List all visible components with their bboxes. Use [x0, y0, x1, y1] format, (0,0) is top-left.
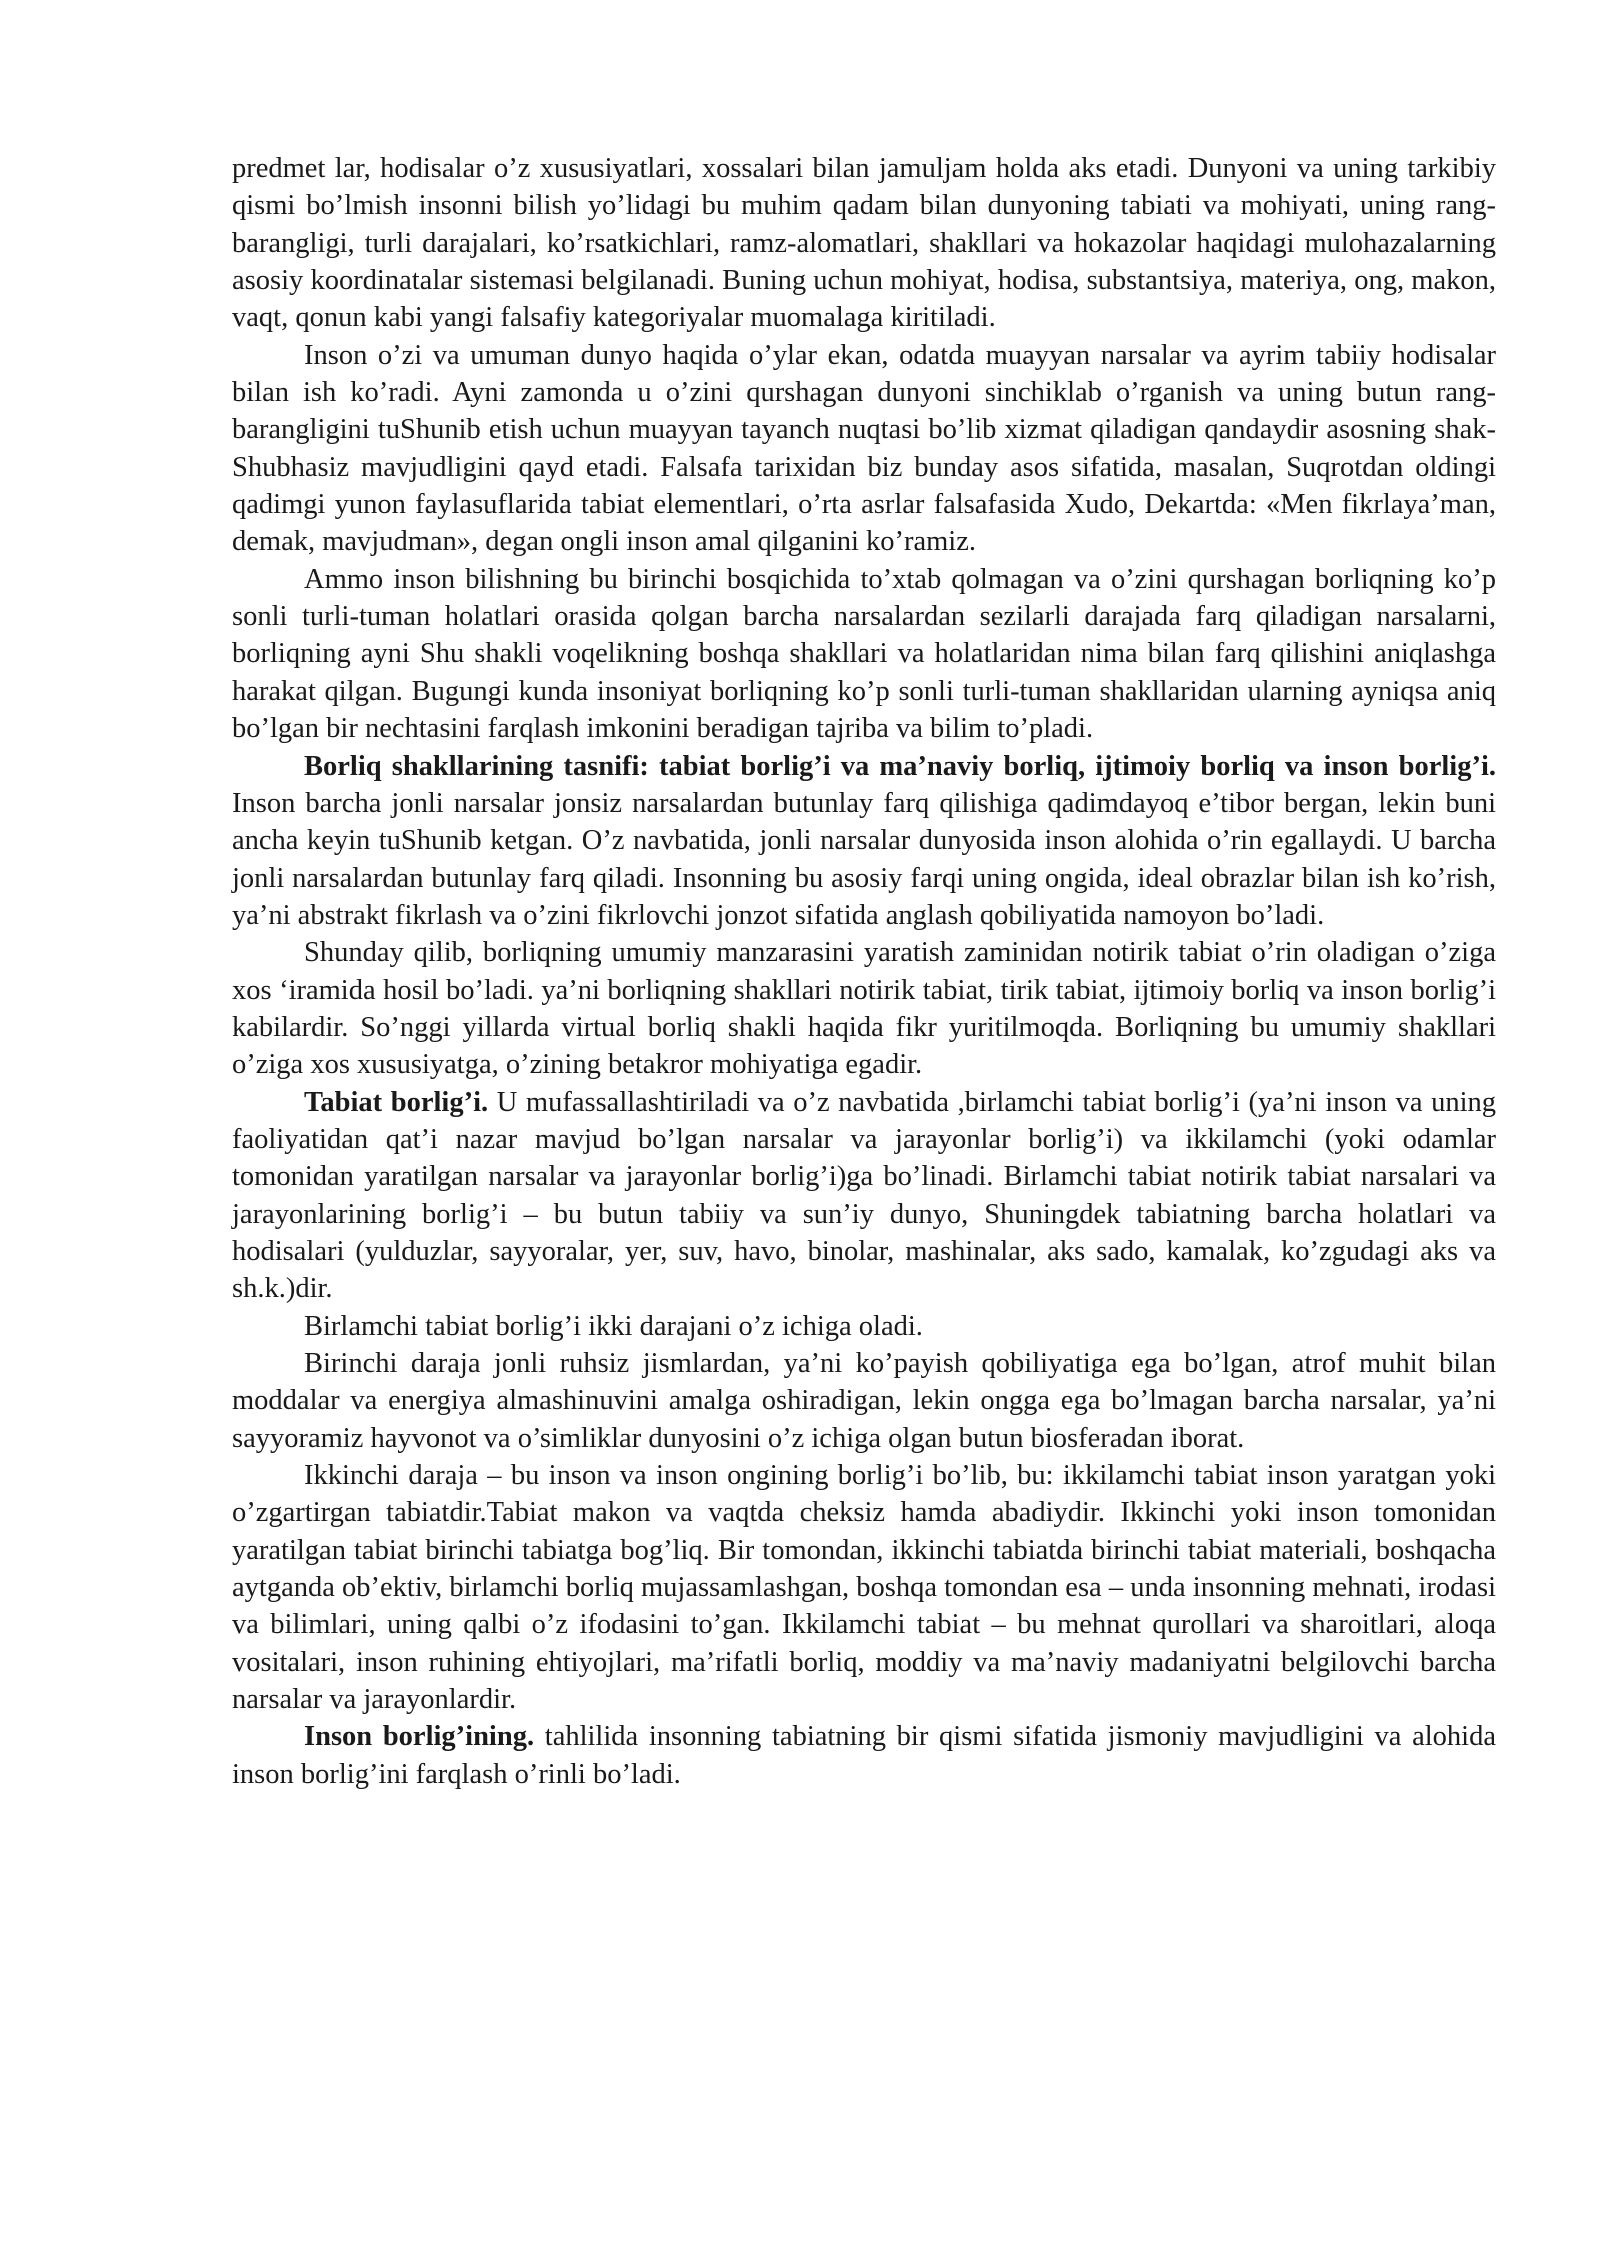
section-heading-inson-borligi: Inson borlig’ining.	[304, 1721, 535, 1753]
paragraph-2	[232, 337, 1496, 561]
paragraph-6-text: U mufassallashtiriladi va o’z navbatida ,birlamchi tabiat borlig’i (ya’ni inson va uning faoliyatidan qat’i nazar mavjud bo’lgan narsalar va jarayonlar borlig’i) va ikkilamchi (yoki odamlar tomonidan yaratilgan narsalar va jarayonlar borlig’i)ga bo’linadi. Birlamchi tabiat notirik tabiat narsalari va jarayonlarining borlig’i – bu butun tabiiy va sun’iy dunyo, Shuningdek tabiatning barcha holatlari va hodisalari (yulduzlar, sayyoralar, yer, suv, havo, binolar, mashinalar, aks sado, kamalak, ko’zgudagi aks va sh.k.)dir.	[232, 1086, 1496, 1305]
paragraph-2-text: Inson o’zi va umuman dunyo haqida o’ylar ekan, odatda muayyan narsalar va ayrim tabiiy hodisalar bilan ish ko’radi. Ayni zamonda u o’zini qurshagan dunyoni sinchiklab o’rganish va uning butun rang-barangligini tuShunib etish uchun muayyan tayanch nuqtasi bo’lib xizmat qiladigan qandaydir asosning shak-Shubhasiz mavjudligini qayd etadi. Falsafa tarixidan biz bunday asos sifatida, masalan, Suqrotdan oldingi qadimgi yunon faylasuflarida tabiat elementlari, o’rta asrlar falsafasida Xudo, Dekartda: «Men fikrlaya’man, demak, mavjudman», degan ongli inson amal qilganini ko’ramiz.	[232, 339, 1496, 558]
paragraph-6	[232, 1084, 1496, 1308]
paragraph-5	[232, 934, 1496, 1083]
paragraph-10	[232, 1718, 1496, 1793]
paragraph-7	[232, 1308, 1496, 1345]
paragraph-10-text: tahlilida insonning tabiatning bir qismi sifatida jismoniy mavjudligini va alohida inson borlig’ini farqlash o’rinli bo’ladi.	[232, 1721, 1496, 1790]
paragraph-9	[232, 1457, 1496, 1718]
document-body	[232, 150, 1496, 1793]
paragraph-8-text: Birinchi daraja jonli ruhsiz jismlardan, ya’ni ko’payish qobiliyatiga ega bo’lgan, atrof muhit bilan moddalar va energiya almashinuvini amalga oshiradigan, lekin ongga ega bo’lmagan barcha narsalar, ya’ni sayyoramiz hayvonot va o’simliklar dunyosini o’z ichiga olgan butun biosferadan iborat.	[232, 1348, 1496, 1454]
paragraph-9-text: Ikkinchi daraja – bu inson va inson ongining borlig’i bo’lib, bu: ikkilamchi tabiat inson yaratgan yoki o’zgartirgan tabiatdir.Tabiat makon va vaqtda cheksiz hamda abadiydir. Ikkinchi yoki inson tomonidan yaratilgan tabiat birinchi tabiatga bog’liq. Bir tomondan, ikkinchi tabiatda birinchi tabiat materiali, boshqacha aytganda ob’ektiv, birlamchi borliq mujassamlashgan, boshqa tomondan esa – unda insonning mehnati, irodasi va bilimlari, uning qalbi o’z ifodasini to’gan. Ikkilamchi tabiat – bu mehnat qurollari va sharoitlari, aloqa vositalari, inson ruhining ehtiyojlari, ma’rifatli borliq, moddiy va ma’naviy madaniyatni belgilovchi barcha narsalar va jarayonlardir.	[232, 1460, 1496, 1716]
paragraph-7-text: Birlamchi tabiat borlig’i ikki darajani o’z ichiga oladi.	[304, 1310, 923, 1342]
paragraph-1-text: predmet lar, hodisalar o’z xususiyatlari, xossalari bilan jamuljam holda aks etadi. Dunyoni va uning tarkibiy qismi bo’lmish insonni bilish yo’lidagi bu muhim qadam bilan dunyoning tabiati va mohiyati, uning rang-barangligi, turli darajalari, ko’rsatkichlari, ramz-alomatlari, shakllari va hokazolar haqidagi mulohazalarning asosiy koordinatalar sistemasi belgilanadi. Buning uchun mohiyat, hodisa, substantsiya, materiya, ong, makon, vaqt, qonun kabi yangi falsafiy kategoriyalar muomalaga kiritiladi.	[232, 153, 1496, 334]
section-heading-borliq-shakllari: Borliq shakllarining tasnifi: tabiat borlig’i va ma’naviy borliq, ijtimoiy borliq va inson borlig’i.	[304, 750, 1496, 782]
paragraph-4	[232, 748, 1496, 935]
paragraph-4-text: Inson barcha jonli narsalar jonsiz narsalardan butunlay farq qilishiga qadimdayoq e’tibor bergan, lekin buni ancha keyin tuShunib ketgan. O’z navbatida, jonli narsalar dunyosida inson alohida o’rin egallaydi. U barcha jonli narsalardan butunlay farq qiladi. Insonning bu asosiy farqi uning ongida, ideal obrazlar bilan ish ko’rish, ya’ni abstrakt fikrlash va o’zini fikrlovchi jonzot sifatida anglash qobiliyatida namoyon bo’ladi.	[232, 787, 1496, 931]
paragraph-5-text: Shunday qilib, borliqning umumiy manzarasini yaratish zaminidan notirik tabiat o’rin oladigan o’ziga xos ‘iramida hosil bo’ladi. ya’ni borliqning shakllari notirik tabiat, tirik tabiat, ijtimoiy borliq va inson borlig’i kabilardir. So’nggi yillarda virtual borliq shakli haqida fikr yuritilmoqda. Borliqning bu umumiy shakllari o’ziga xos xususiyatga, o’zining betakror mohiyatiga egadir.	[232, 937, 1496, 1081]
paragraph-8	[232, 1345, 1496, 1457]
section-heading-tabiat-borligi: Tabiat borlig’i.	[304, 1086, 489, 1118]
paragraph-3-text: Ammo inson bilishning bu birinchi bosqichida to’xtab qolmagan va o’zini qurshagan borliqning ko’p sonli turli-tuman holatlari orasida qolgan barcha narsalardan sezilarli darajada farq qiladigan narsalarni, borliqning ayni Shu shakli voqelikning boshqa shakllari va holatlaridan nima bilan farq qilishini aniqlashga harakat qilgan. Bugungi kunda insoniyat borliqning ko’p sonli turli-tuman shakllaridan ularning ayniqsa aniq bo’lgan bir nechtasini farqlash imkonini beradigan tajriba va bilim to’pladi.	[232, 563, 1496, 745]
paragraph-3	[232, 561, 1496, 748]
paragraph-1	[232, 150, 1496, 337]
